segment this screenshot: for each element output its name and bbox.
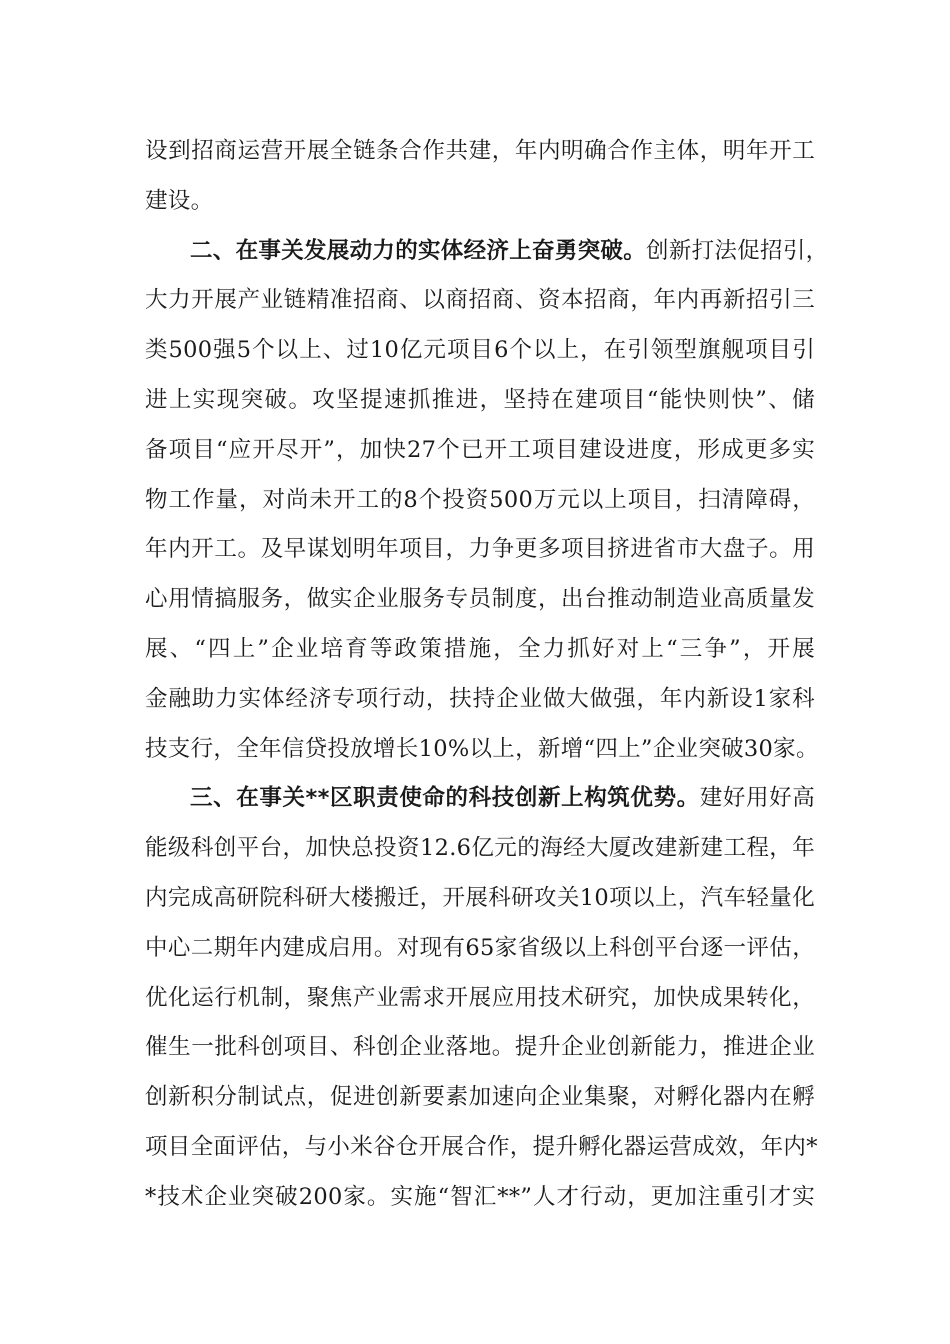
text-line: 优化运行机制，聚焦产业需求开展应用技术研究，加快成果转化，	[145, 984, 815, 1011]
document-body	[145, 131, 829, 1227]
text-line: 中心二期年内建成启用。对现有65家省级以上科创平台逐一评估，	[145, 934, 815, 961]
text-line: 备项目“应开尽开”，加快27个已开工项目建设进度，形成更多实	[145, 436, 815, 463]
text-line: 年内开工。及早谋划明年项目，力争更多项目挤进省市大盘子。用	[145, 536, 815, 563]
text-line: 物工作量，对尚未开工的8个投资500万元以上项目，扫清障碍，	[145, 486, 815, 513]
section-heading: 三、在事关**区职责使命的科技创新上构筑优势。	[190, 785, 700, 812]
text-line: 展、“四上”企业培育等政策措施，全力抓好对上“三争”，开展	[145, 635, 815, 662]
text-line: *技术企业突破200家。实施“智汇**”人才行动，更加注重引才实	[145, 1183, 815, 1210]
text-line: 能级科创平台，加快总投资12.6亿元的海经大厦改建新建工程，年	[145, 835, 815, 862]
text-segment: 创新打法促招引，	[646, 237, 829, 264]
text-line: 进上实现突破。攻坚提速抓推进，坚持在建项目“能快则快”、储	[145, 386, 815, 413]
text-line: 项目全面评估，与小米谷仓开展合作，提升孵化器运营成效，年内*	[145, 1133, 818, 1160]
section-heading-line	[145, 231, 829, 281]
text-line: 内完成高研院科研大楼搬迁，开展科研攻关10项以上，汽车轻量化	[145, 884, 815, 911]
section-heading-line	[145, 778, 815, 828]
text-line: 类500强5个以上、过10亿元项目6个以上，在引领型旗舰项目引	[145, 337, 815, 364]
text-segment: 建好用好高	[699, 785, 815, 812]
text-line: 创新积分制试点，促进创新要素加速向企业集聚，对孵化器内在孵	[145, 1084, 815, 1111]
text-line: 催生一批科创项目、科创企业落地。提升企业创新能力，推进企业	[145, 1034, 815, 1061]
text-line: 大力开展产业链精准招商、以商招商、资本招商，年内再新招引三	[145, 287, 815, 314]
text-line: 建设。	[145, 187, 214, 214]
text-line: 金融助力实体经济专项行动，扶持企业做大做强，年内新设1家科	[145, 685, 815, 712]
text-line: 技支行，全年信贷投放增长10%以上，新增“四上”企业突破30家。	[145, 735, 819, 762]
text-line: 设到招商运营开展全链条合作共建，年内明确合作主体，明年开工	[145, 138, 815, 164]
text-line: 心用情搞服务，做实企业服务专员制度，出台推动制造业高质量发	[145, 586, 815, 613]
section-heading: 二、在事关发展动力的实体经济上奋勇突破。	[190, 237, 647, 264]
